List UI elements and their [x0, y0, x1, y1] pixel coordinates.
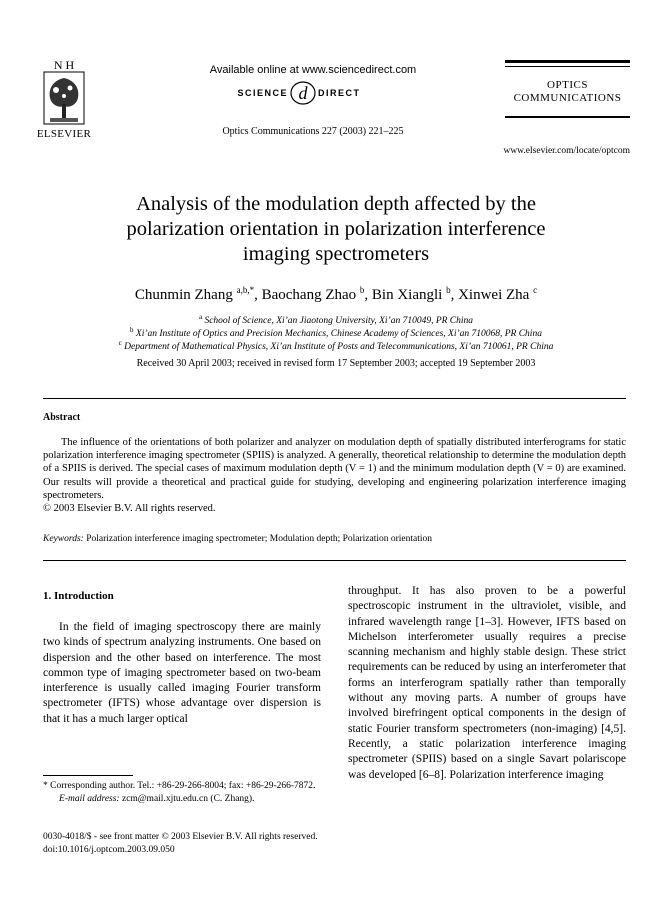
- available-online-link[interactable]: Available online at www.sciencedirect.com: [209, 64, 417, 76]
- keywords-text: Polarization interference imaging spectrometer; Modulation depth; Polarization orientation: [86, 534, 433, 544]
- abstract-text: The influence of the orientations of both polarizer and analyzer on modulation depth of spatially distributed interferograms for static polarization interference imaging spectrometer (SPIIS) is analyzed. A generally, theoretical relationship to determine the modulation depth of a SPIIS is derived. The special cases of maximum modulation depth (V = 1) and the minimum modulation depth (V = 0) are examined. Our results will provide a theoretical and practical guide for studying, developing and engineering polarization interference imaging spectrometers.: [43, 437, 626, 501]
- affiliation-marker: c: [118, 339, 122, 347]
- sciencedirect-left-word: SCIENCE: [237, 88, 288, 98]
- sciencedirect-right-word: DIRECT: [318, 88, 361, 98]
- doi-line[interactable]: doi:10.1016/j.optcom.2003.09.050: [43, 844, 175, 855]
- title-line-2: polarization orientation in polarization interference: [126, 218, 546, 240]
- affiliation-text: Xi’an Institute of Optics and Precision Mechanics, Chinese Academy of Sciences, Xi’an 710068, PR China: [135, 329, 542, 340]
- issn-line: 0030-4018/$ - see front matter © 2003 Elsevier B.V. All rights reserved.: [43, 832, 318, 842]
- journal-name-line1: OPTICS: [547, 79, 588, 91]
- footnote-email-link[interactable]: zcm@mail.xjtu.edu.cn: [121, 793, 209, 804]
- affiliation-c: [40, 339, 632, 352]
- elsevier-tree-icon: [40, 58, 88, 126]
- abstract-body: [43, 436, 626, 515]
- footnote: [43, 780, 321, 805]
- publication-info: [43, 831, 443, 856]
- abstract-heading: Abstract: [43, 412, 81, 423]
- footnote-email-suffix: (C. Zhang).: [210, 793, 255, 804]
- author-name[interactable]: Chunmin Zhang: [134, 287, 233, 303]
- article-title: [60, 192, 612, 267]
- author-affiliation-marker: b: [359, 285, 365, 295]
- journal-citation: Optics Communications 227 (2003) 221–225: [222, 126, 404, 137]
- keywords-label: Keywords:: [43, 534, 84, 544]
- author-name[interactable]: Bin Xiangli: [371, 287, 443, 303]
- author-affiliation-marker: c: [533, 285, 538, 295]
- footnote-rule: [43, 775, 133, 776]
- author-name[interactable]: Baochang Zhao: [261, 287, 357, 303]
- svg-text:d: d: [298, 83, 308, 103]
- received-dates: Received 30 April 2003; received in revised form 17 September 2003; accepted 19 September 2003: [136, 358, 536, 369]
- body-column-left: In the field of imaging spectroscopy there are mainly two kinds of spectrum analyzing instruments. One based on dispersion and the other based on interference. The most common type of imaging spectrometer based on two-beam interference is usually called imaging Fourier transform spectrometer (IFTS) whose advantage over dispersion is that it has a much larger optical: [43, 621, 321, 725]
- author-name[interactable]: Xinwei Zha: [458, 287, 530, 303]
- journal-url-link[interactable]: www.elsevier.com/locate/optcom: [503, 146, 630, 156]
- affiliation-a: [40, 313, 632, 326]
- affiliation-marker: b: [130, 326, 134, 334]
- author-list: Chunmin Zhang $^{a,b,*}$, Baochang Zhao $^b$, Bin Xiangli $^b$, Xinwei Zha $^c$: [134, 285, 538, 303]
- sciencedirect-logo[interactable]: [198, 80, 428, 106]
- journal-name-block: [505, 60, 630, 122]
- author-affiliation-marker: a,b,*: [236, 285, 255, 295]
- body-column-right: throughput. It has also proven to be a powerful spectroscopic instrument in the ultraviolet, visible, and infrared wavelength range [1–3]. However, IFTS based on Michelson interferometer usually requires a precise scanning mechanism and highly stable design. These strict requirements can be reduced by using an interferometer that forms an interferogram spatially rather than temporally without any moving parts. A number of groups have involved birefringent optical components in the design of static Fourier transform spectrometers (non-imaging) [4,5]. Recently, a static polarization interference imaging spectrometer (SPIIS) based on a single Savart polariscope was developed [6–8]. Polarization interference imaging: [348, 585, 626, 781]
- journal-name-line2: COMMUNICATIONS: [513, 92, 622, 104]
- footnote-email-label: E-mail address:: [59, 793, 120, 804]
- footnote-corresponding: * Corresponding author. Tel.: +86-29-266-8004; fax: +86-29-266-7872.: [43, 781, 316, 791]
- section-heading-introduction: 1. Introduction: [43, 590, 114, 602]
- divider-top: [43, 398, 626, 399]
- keywords-line: [43, 534, 626, 544]
- author-affiliation-marker: b: [446, 285, 451, 295]
- affiliation-text: School of Science, Xi’an Jiaotong University, Xi’an 710049, PR China: [204, 316, 474, 327]
- divider-bottom: [43, 560, 626, 561]
- affiliation-marker: a: [198, 313, 203, 321]
- title-line-3: imaging spectrometers: [242, 243, 430, 265]
- publisher-name: ELSEVIER: [36, 128, 92, 140]
- publisher-monogram: N H: [53, 58, 75, 72]
- affiliation-text: Department of Mathematical Physics, Xi’an Institute of Posts and Telecommunications, Xi’an 710061, PR China: [124, 342, 554, 353]
- sciencedirect-d-icon: [290, 80, 316, 106]
- elsevier-logo: [28, 58, 100, 142]
- title-line-1: Analysis of the modulation depth affected by the: [136, 193, 536, 215]
- footnote-email-line: [43, 793, 321, 806]
- abstract-copyright: © 2003 Elsevier B.V. All rights reserved.: [43, 503, 216, 515]
- affiliation-b: [40, 326, 632, 339]
